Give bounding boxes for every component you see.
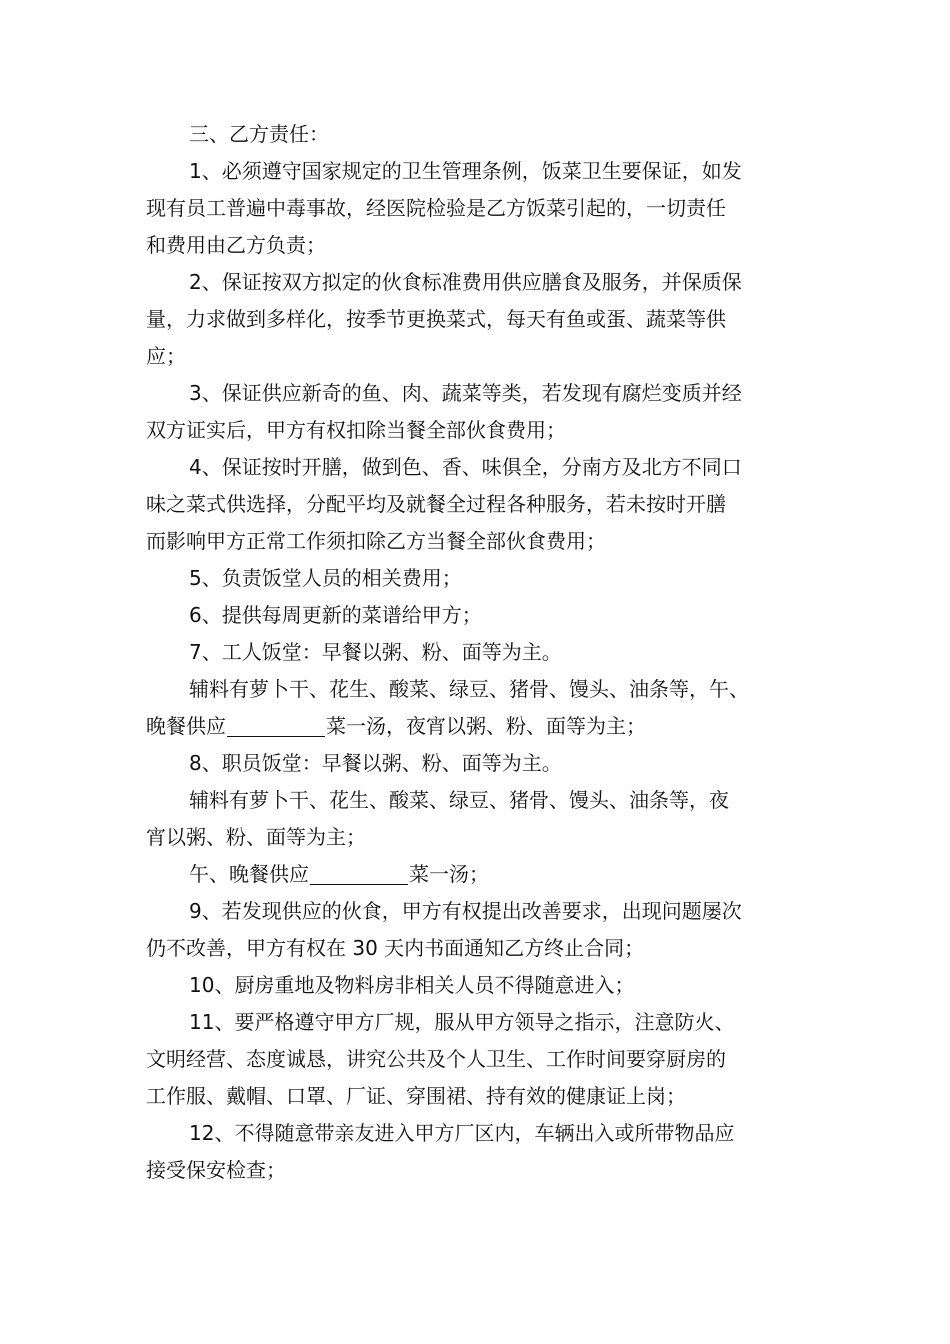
item-1-line-3: 和费用由乙方负责； [146,233,326,257]
section-heading: 三、乙方责任： [189,122,329,146]
item-3-line-2: 双方证实后，甲方有权扣除当餐全部伙食费用； [146,418,566,442]
item-1-line-2: 现有员工普遍中毒事故，经医院检验是乙方饭菜引起的，一切责任 [146,196,726,220]
item-11-line-1: 11、要严格遵守甲方厂规，服从甲方领导之指示，注意防火、 [189,1010,735,1034]
item-11 [146,1004,826,1115]
item-4-line-2: 味之菜式供选择，分配平均及就餐全过程各种服务，若未按时开膳 [146,492,726,516]
item-2 [146,264,826,375]
item-9-line-1: 9、若发现供应的伙食，甲方有权提出改善要求，出现问题屡次 [189,899,742,923]
item-9-line-2: 仍不改善，甲方有权在 30 天内书面通知乙方终止合同； [146,936,645,960]
item-10: 10、厨房重地及物料房非相关人员不得随意进入； [189,973,635,997]
item-2-line-1: 2、保证按双方拟定的伙食标准费用供应膳食及服务，并保质保 [189,270,742,294]
item-7-sub-line-1: 辅料有萝卜干、花生、酸菜、绿豆、猪骨、馒头、油条等，午、 [189,677,749,701]
item-4 [146,449,826,560]
item-8-sub-line-2: 宵以粥、粉、面等为主； [146,825,366,849]
item-8: 8、职员饭堂：早餐以粥、粉、面等为主。 [189,751,562,775]
item-8-lunch-label: 午、晚餐供应 [189,862,309,886]
item-9 [146,893,826,967]
item-4-line-3: 而影响甲方正常工作须扣除乙方当餐全部伙食费用； [146,529,606,553]
item-2-line-3: 应； [146,344,186,368]
item-11-line-2: 文明经营、态度诚恳，讲究公共及个人卫生、工作时间要穿厨房的 [146,1047,726,1071]
item-12 [146,1115,826,1189]
item-3 [146,375,826,449]
item-3-line-1: 3、保证供应新奇的鱼、肉、蔬菜等类，若发现有腐烂变质并经 [189,381,742,405]
item-8-details [146,782,826,893]
fill-in-blank[interactable] [227,716,325,737]
item-2-line-2: 量，力求做到多样化，按季节更换菜式，每天有鱼或蛋、蔬菜等供 [146,307,726,331]
item-7-details [146,671,826,745]
item-12-line-2: 接受保安检查； [146,1158,286,1182]
item-1-line-1: 1、必须遵守国家规定的卫生管理条例，饭菜卫生要保证，如发 [189,159,742,183]
item-6: 6、提供每周更新的菜谱给甲方； [189,603,482,627]
item-4-line-1: 4、保证按时开膳，做到色、香、味俱全，分南方及北方不同口 [189,455,742,479]
fill-in-blank[interactable] [310,864,408,885]
item-7: 7、工人饭堂：早餐以粥、粉、面等为主。 [189,640,562,664]
item-11-line-3: 工作服、戴帽、口罩、厂证、穿围裙、持有效的健康证上岗； [146,1084,686,1108]
item-1 [146,153,826,264]
item-7-sub-line-2 [146,708,826,745]
item-5: 5、负责饭堂人员的相关费用； [189,566,462,590]
item-7-lunch-suffix: 菜一汤，夜宵以粥、粉、面等为主； [326,714,646,738]
item-8-lunch-suffix: 菜一汤； [409,862,489,886]
item-12-line-1: 12、不得随意带亲友进入甲方厂区内，车辆出入或所带物品应 [189,1121,735,1145]
item-8-sub-line-1: 辅料有萝卜干、花生、酸菜、绿豆、猪骨、馒头、油条等，夜 [189,788,729,812]
item-7-lunch-label: 晚餐供应 [146,714,226,738]
document-body [146,116,826,1189]
item-8-lunch-line [146,856,826,893]
